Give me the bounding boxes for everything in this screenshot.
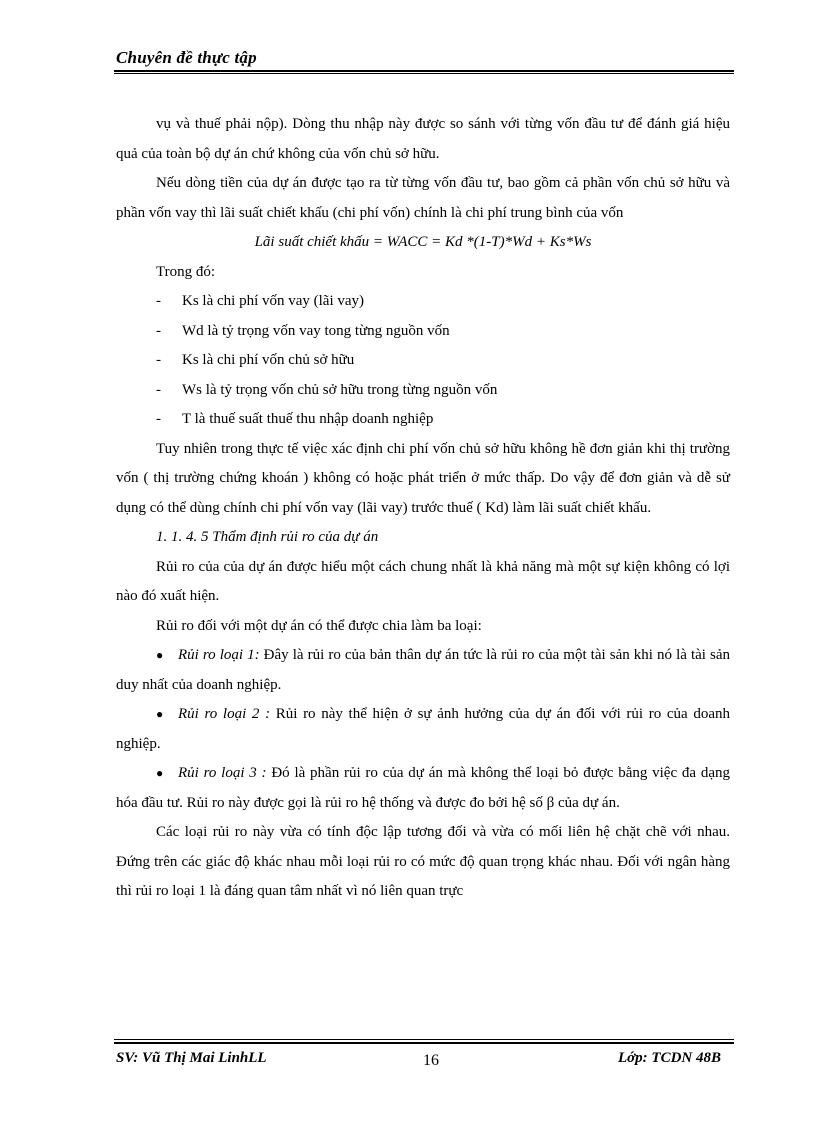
dash-marker: - [156, 411, 161, 427]
header-rule [114, 70, 734, 72]
paragraph-6: Các loại rủi ro này vừa có tính độc lập tương đối và vừa có mối liên hệ chặt chẽ với nhau. Đứng trên các giác độ khác nhau mỗi loại rủi ro có mức độ quan trọng khác nhau. Đối với ngân hàng thì rủi ro loại 1 là đáng quan tâm nhất vì nó liên quan trực [116, 824, 730, 899]
bullet-label: Rủi ro loại 1: [178, 647, 260, 663]
dash-item-text: T là thuế suất thuế thu nhập doanh nghiệp [182, 411, 434, 427]
dash-marker: - [156, 381, 161, 398]
page-header-title: Chuyên đề thực tập [116, 48, 257, 67]
dash-marker: - [156, 293, 161, 309]
bullet-text: Rủi ro này thể hiện ở sự ảnh hưởng của dự án đối với rủi ro của doanh nghiệp. [116, 706, 730, 752]
footer-rule-thin [114, 1039, 734, 1040]
footer-student-name: SV: Vũ Thị Mai LinhLL [116, 1050, 267, 1066]
paragraph-4: Rủi ro của của dự án được hiểu một cách chung nhất là khả năng mà một sự kiện không có lợi nào đó xuất hiện. [116, 558, 730, 604]
header-rule-thin [114, 73, 734, 74]
bullet-dot-icon: ● [156, 707, 164, 721]
dash-item [116, 376, 730, 406]
dash-marker: - [156, 322, 161, 339]
dash-item [116, 287, 730, 317]
bullet-label: Rủi ro loại 2 : [178, 706, 271, 722]
bullet-text: Đây là rủi ro của bản thân dự án tức là rủi ro của một tài sản khi nó là tài sản duy nhất của doanh nghiệp. [116, 647, 730, 693]
dash-marker: - [156, 352, 161, 368]
dash-item-text: Ks là chi phí vốn vay (lãi vay) [182, 293, 365, 309]
bullet-item [116, 759, 730, 818]
paragraph-5: Rủi ro đối với một dự án có thể được chia làm ba loại: [156, 617, 482, 634]
page-number: 16 [423, 1052, 439, 1069]
document-body [116, 110, 730, 907]
bullet-dot-icon: ● [156, 766, 164, 780]
paragraph-1: vụ và thuế phải nộp). Dòng thu nhập này được so sánh với từng vốn đầu tư để đánh giá hiệu quả của toàn bộ dự án chứ không của vốn chủ sở hữu. [116, 116, 730, 162]
bullet-item [116, 700, 730, 759]
paragraph-3: Tuy nhiên trong thực tế việc xác định chi phí vốn chủ sở hữu không hề đơn giản khi thị trường vốn ( thị trường chứng khoán ) không có hoặc phát triển ở mức thấp. Do vậy để đơn giản và dễ sử dụng có thể dùng chính chi phí vốn vay (lãi vay) trước thuế ( Kd) làm lãi suất chiết khấu. [116, 440, 730, 516]
bullet-text: Đó là phần rủi ro của dự án mà không thể loại bỏ được bằng việc đa dạng hóa đầu tư. Rủi ro này được gọi là rủi ro hệ thống và được đo bởi hệ số β của dự án. [116, 765, 730, 811]
dash-item [116, 405, 730, 435]
footer-class: Lớp: TCDN 48B [617, 1050, 721, 1066]
wacc-formula: Lãi suất chiết khấu = WACC = Kd *(1-T)*Wd + Ks*Ws [254, 234, 592, 250]
dash-item-text: Wd là tỷ trọng vốn vay tong từng nguồn vốn [182, 322, 450, 339]
bullet-label: Rủi ro loại 3 : [178, 765, 267, 781]
dash-item [116, 317, 730, 347]
paragraph-2: Nếu dòng tiền của dự án được tạo ra từ từng vốn đầu tư, bao gồm cả phần vốn chủ sở hữu và phần vốn vay thì lãi suất chiết khấu (chi phí vốn) chính là chi phí trung bình của vốn [116, 175, 730, 221]
footer-rule [114, 1042, 734, 1044]
dash-item-text: Ws là tỷ trọng vốn chủ sở hữu trong từng nguồn vốn [182, 381, 498, 398]
dash-item [116, 346, 730, 376]
section-subheading: 1. 1. 4. 5 Thẩm định rủi ro của dự án [156, 529, 379, 545]
dash-item-text: Ks là chi phí vốn chủ sở hữu [182, 352, 355, 368]
trong-do-label: Trong đó: [156, 263, 216, 280]
bullet-dot-icon: ● [156, 648, 164, 662]
bullet-item [116, 641, 730, 700]
